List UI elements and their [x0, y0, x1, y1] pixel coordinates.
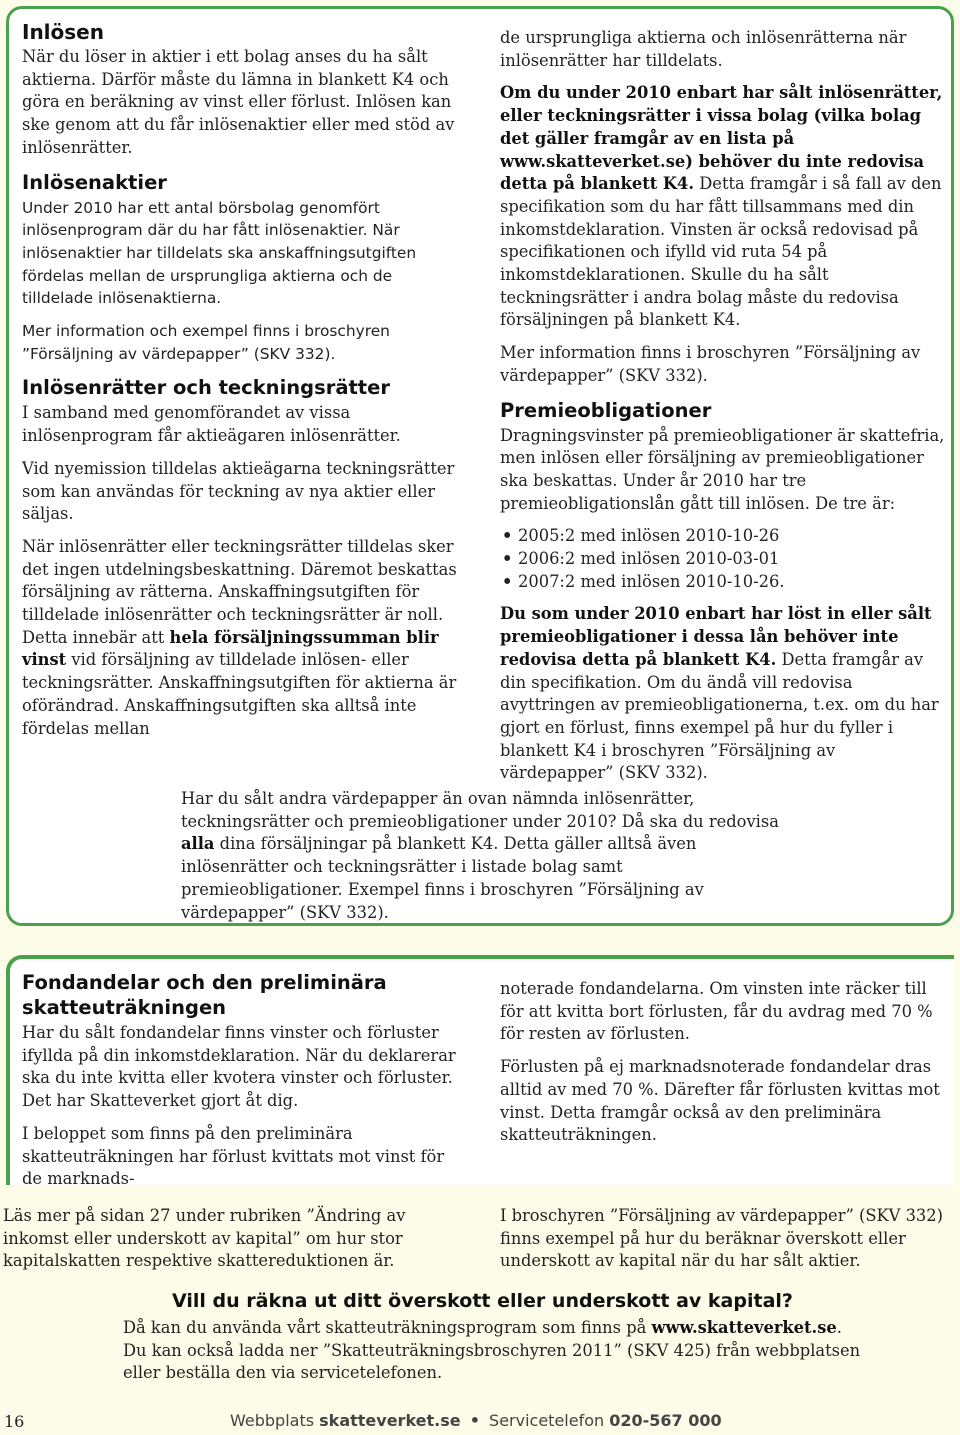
- info-box-left: Läs mer på sidan 27 under rubriken ”Ändring av inkomst eller underskott av kapital” om hur stor kapitalskatten respektive skattereduktionen är.: [3, 1206, 406, 1271]
- text-segment: vid försäljning av tilldelade inlösen- eller teckningsrätter. Anskaffningsutgiften för aktierna är oförändrad. Anskaffningsutgiften ska alltså inte fördelas mellan: [22, 650, 457, 738]
- phone-number[interactable]: 020-567 000: [609, 1411, 722, 1430]
- left-column: [22, 20, 462, 750]
- list-item: • 2007:2 med inlösen 2010-10-26.: [518, 571, 945, 594]
- page-footer: [0, 1398, 960, 1435]
- fond-left-column: [22, 970, 467, 1201]
- footer-contact: [230, 1411, 722, 1430]
- other-securities-note: [181, 788, 781, 924]
- premieobligationer-paragraph: Dragningsvinster på premieobligationer är skattefria, men inlösen eller försäljning av premieobligationer ska beskattas. Under år 2010 har tre premieobligationslån gått till inlösen. De tre är:: [500, 425, 945, 513]
- bold-notice: Om du under 2010 enbart har sålt inlösenrätter, eller teckningsrätter i vissa bolag (vilka bolag det gäller framgår av en lista på www.skatteverket.se) behöver du inte redovisa detta på blankett K4.: [500, 83, 943, 194]
- heading-fondandelar: Fondandelar och den preliminära skatteuträkningen: [22, 971, 387, 1019]
- heading-premieobligationer: Premieobligationer: [500, 398, 712, 422]
- inlosenratter-paragraph-1: I samband med genomförandet av vissa inlösenprogram får aktieägaren inlösenrätter.: [22, 403, 401, 446]
- section-title-inlosen: Inlösen: [22, 20, 104, 44]
- emphasis-vinst: hela försäljningssumman blir vinst: [22, 627, 439, 670]
- bold-notice-paragraph: [500, 82, 945, 332]
- intro-paragraph: När du löser in aktier i ett bolag anses du ha sålt aktierna. Därför måste du lämna in blankett K4 och göra en beräkning av vinst eller förlust. Inlösen kan ske genom att du får inlösenaktier eller med stöd av inlösenrätter.: [22, 47, 455, 157]
- text-segment: Har du sålt andra värdepapper än ovan nämnda inlösenrätter, teckningsrätter och premieobligationer under 2010? Då ska du redovisa: [181, 789, 779, 831]
- premieobligation-notice-paragraph: [500, 603, 945, 785]
- text-segment: dina försäljningar på blankett K4. Detta gäller alltså även inlösenrätter och teckningsrätter i listade bolag samt premieobligationer. Exempel finns i broschyren ”Försäljning av värdepapper” (SKV 332).: [181, 834, 704, 922]
- inlosenratter-paragraph-3: [22, 536, 462, 740]
- bold-notice: Du som under 2010 enbart har löst in eller sålt premieobligationer i dessa lån behöver inte redovisa detta på blankett K4.: [500, 604, 932, 669]
- list-item: • 2005:2 med inlösen 2010-10-26: [518, 525, 945, 548]
- heading-inlosenaktier: Inlösenaktier: [22, 170, 167, 194]
- text-segment: Då kan du använda vårt skatteuträkningsprogram som finns på: [123, 1318, 647, 1337]
- text-segment: Detta framgår av din specifikation. Om du ändå vill redovisa avyttringen av premieobligationerna, t.ex. om du har gjort en förlust, finns exempel på hur du fyller i blankett K4 i broschyren ”Försäljning av värdepapper” (SKV 332).: [500, 649, 939, 783]
- inlosenratter-paragraph-2: Vid nyemission tilldelas aktieägarna teckningsrätter som kan användas för teckning av nya aktier eller säljas.: [22, 458, 455, 524]
- fond-right-column: [500, 978, 945, 1157]
- more-info-paragraph: Mer information och exempel finns i broschyren ”Försäljning av värdepapper” (SKV 332).: [22, 322, 390, 363]
- info-box-right: I broschyren ”Försäljning av värdepapper” (SKV 332) finns exempel på hur du beräknar överskott eller underskott av kapital när du har sålt aktier.: [500, 1206, 944, 1271]
- separator: •: [469, 1411, 480, 1430]
- more-info-paragraph-right: Mer information finns i broschyren ”Försäljning av värdepapper” (SKV 332).: [500, 343, 921, 385]
- fond-paragraph-2: I beloppet som finns på den preliminära skatteuträkningen har förlust kvittats mot vinst för de marknads-: [22, 1123, 445, 1189]
- cta-body: [123, 1317, 883, 1385]
- inlosenaktier-paragraph: Under 2010 har ett antal börsbolag genomfört inlösenprogram där du har fått inlösenaktier. När inlösenaktier har tilldelats ska anskaffningsutgiften fördelas mellan de ursprungliga aktierna och de tilldelade inlösenaktierna.: [22, 198, 417, 308]
- cta-line-1: [123, 1317, 883, 1340]
- cta-title: Vill du räkna ut ditt överskott eller underskott av kapital?: [172, 1290, 793, 1312]
- heading-inlosenratter: Inlösenrätter och teckningsrätter: [22, 376, 390, 400]
- fond-paragraph-4: Förlusten på ej marknadsnoterade fondandelar dras alltid av med 70 %. Därefter får förlusten kvittas mot vinst. Detta framgår också av den preliminära skatteuträkningen.: [500, 1057, 940, 1145]
- right-column: [500, 27, 945, 795]
- text-segment: Detta framgår i så fall av den specifikation som du har fått tillsammans med din inkomstdeklaration. Vinsten är också redovisad på specifikationen och ifylld vid ruta 54 på inkomstdeklarationen. Skulle du ha sålt teckningsrätter i andra bolag måste du redovisa försäljningen på blankett K4.: [500, 174, 942, 330]
- text-segment: .: [836, 1318, 842, 1337]
- list-item: • 2006:2 med inlösen 2010-03-01: [518, 548, 945, 571]
- web-label: Webbplats: [230, 1411, 315, 1430]
- text-segment: När inlösenrätter eller teckningsrätter tilldelas sker det ingen utdelningsbeskattning. Däremot beskattas försäljning av rätterna. Anskaffningsutgiften för tilldelade inlösenrätter och teckningsrätter är noll. Detta innebär att: [22, 536, 457, 647]
- continuation-paragraph: de ursprungliga aktierna och inlösenrätterna när inlösenrätter har tilldelats.: [500, 28, 907, 70]
- emphasis-alla: alla: [181, 834, 215, 854]
- website-link[interactable]: skatteverket.se: [319, 1411, 461, 1430]
- cta-line-2: Du kan också ladda ner ”Skatteuträkningsbroschyren 2011” (SKV 425) från webbplatsen eller beställa den via servicetelefonen.: [123, 1340, 861, 1383]
- fond-paragraph-1: Har du sålt fondandelar finns vinster och förluster ifyllda på din inkomstdeklaration. När du deklarerar ska du inte kvitta eller kvotera vinster och förluster. Det har Skatteverket gjort åt dig.: [22, 1023, 456, 1111]
- website-link[interactable]: www.skatteverket.se: [651, 1318, 837, 1337]
- premieobligation-list: [500, 525, 945, 593]
- page-number: 16: [4, 1412, 25, 1431]
- phone-label: Servicetelefon: [489, 1411, 605, 1430]
- fond-paragraph-3: noterade fondandelarna. Om vinsten inte räcker till för att kvitta bort förlusten, får du avdrag med 70 % för resten av förlusten.: [500, 979, 933, 1044]
